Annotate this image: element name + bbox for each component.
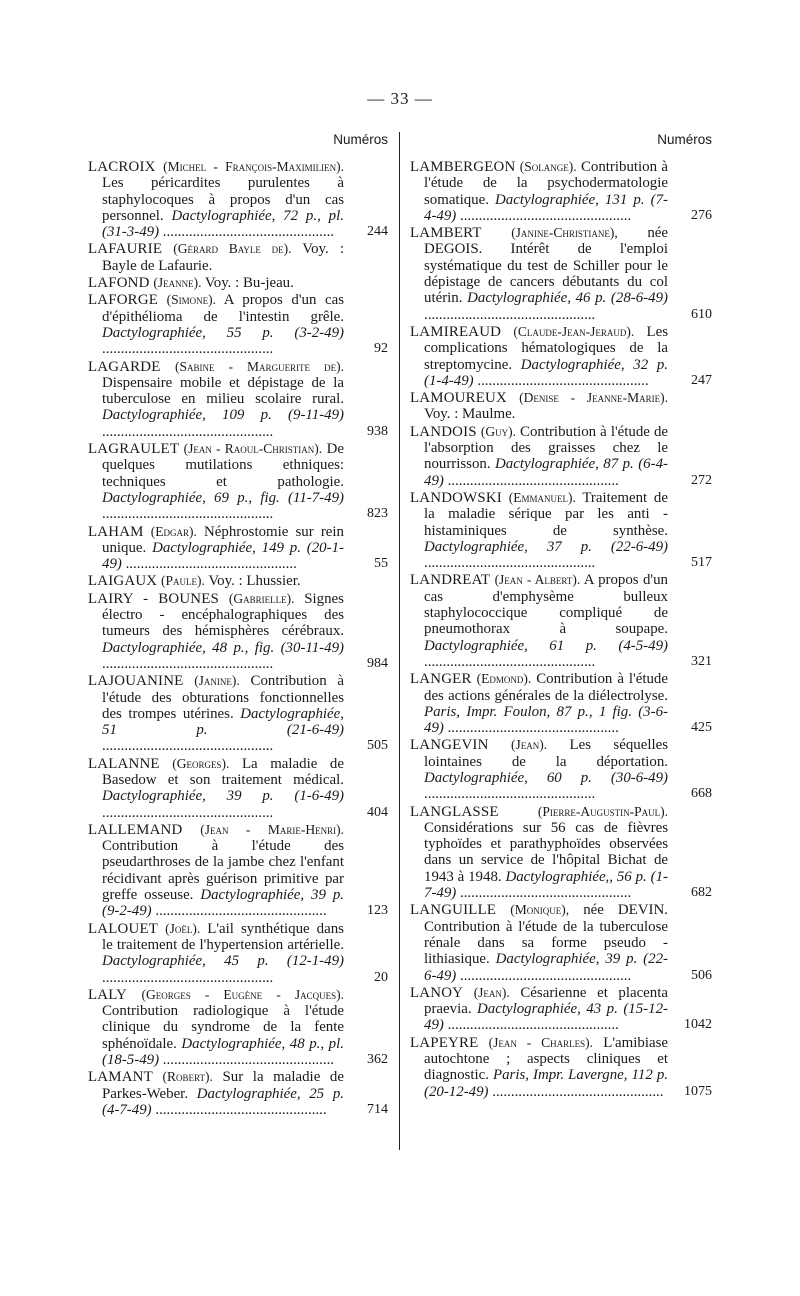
leader-dots	[474, 373, 649, 389]
publication-details: Dactylographiée, 46 p. (28-6-49)	[467, 290, 668, 307]
entry-number: 505	[367, 738, 388, 754]
leader-dots	[102, 805, 273, 821]
thesis-title: Voy. : Bu-jeau.	[204, 275, 294, 292]
thesis-title: Voy. : Bayle de Lafaurie.	[102, 241, 344, 274]
thesis-title: De quelques mutilations ethniques: techniques et pathologie.	[102, 441, 344, 490]
bibliography-entry	[88, 292, 388, 357]
thesis-title: Contribution à l'étude des obturations fonctionnelles des trompes utérines.	[102, 673, 344, 722]
author-surname: LAIGAUX	[88, 573, 158, 590]
thesis-title: A propos d'un cas d'épithélioma de l'intestin grêle.	[102, 292, 344, 325]
entry-body	[410, 572, 668, 670]
author-surname: LALLEMAND	[88, 821, 183, 838]
author-given-names: (Gérard Bayle de).	[173, 241, 292, 257]
author-given-names: (Sabine - Marguerite de).	[174, 358, 344, 374]
author-surname: LAHAM	[88, 523, 144, 540]
author-given-names: (Joël).	[165, 920, 201, 936]
publication-details: Dactylographiée, 39 p. (22-6-49)	[424, 951, 668, 984]
column-divider	[399, 132, 400, 1150]
author-given-names: (Gabrielle).	[228, 590, 295, 606]
author-surname: LAJOUANINE	[88, 673, 184, 690]
bibliography-entry	[410, 671, 712, 736]
leader-dots	[444, 1017, 619, 1033]
thesis-title: Contribution à l'étude de la psychodermatologie somatique.	[424, 159, 668, 208]
author-surname: LAGRAULET	[88, 441, 180, 458]
author-surname: LANOY	[410, 984, 464, 1001]
leader-dots	[102, 506, 273, 522]
entry-body	[88, 921, 344, 986]
bibliography-entry	[410, 490, 712, 571]
author-surname: LALOUET	[88, 920, 159, 937]
author-surname: LANDREAT	[410, 572, 491, 589]
entry-number: 321	[691, 653, 712, 669]
thesis-title: Contribution à l'étude de l'absorption des graisses chez le nourrisson.	[424, 423, 668, 473]
author-given-names: (Solange).	[519, 159, 577, 174]
entry-number: 610	[691, 306, 712, 322]
author-given-names: (Guy).	[480, 423, 516, 439]
publication-details: Dactylographiée, 131 p. (7-4-49)	[424, 191, 668, 224]
author-surname: LANGUILLE	[410, 902, 497, 919]
author-surname: LAFOND	[88, 275, 150, 292]
thesis-title: La maladie de Basedow et son traitement médical.	[102, 755, 344, 788]
entry-number: 55	[374, 556, 388, 572]
bibliography-entry	[410, 324, 712, 389]
entry-body	[88, 292, 344, 357]
entry-body	[88, 359, 344, 440]
entry-body	[88, 524, 344, 573]
leader-dots	[102, 970, 273, 986]
entry-body	[88, 987, 344, 1068]
entry-number: 247	[691, 372, 712, 388]
right-column	[410, 132, 712, 1142]
author-surname: LANDOWSKI	[410, 489, 502, 506]
bibliography-entry	[88, 241, 388, 274]
entry-number: 517	[691, 555, 712, 571]
bibliography-entry	[410, 424, 712, 489]
leader-dots	[159, 1052, 334, 1068]
author-given-names: (Jean - Raoul-Christian).	[183, 441, 323, 457]
entry-body	[410, 804, 668, 902]
thesis-title: A propos d'un cas d'emphysème bulleux staphylococcique compliqué de pneumothorax à soupape.	[424, 572, 668, 638]
thesis-title: née DEGOIS. Intérêt de l'emploi systématique du test de Schiller pour le dépistage de cancers débutants du col utérin.	[424, 225, 668, 307]
publication-details: Dactylographiée, 55 p. (3-2-49)	[102, 324, 344, 341]
entry-number: 506	[691, 967, 712, 983]
author-surname: LAGARDE	[88, 358, 161, 375]
leader-dots	[152, 1102, 327, 1118]
publication-details: Dactylographiée, 48 p., fig. (30-11-49)	[102, 639, 344, 656]
author-surname: LAMIREAUD	[410, 323, 502, 340]
entry-number: 823	[367, 506, 388, 522]
author-given-names: (Simone).	[166, 292, 217, 308]
entry-body	[88, 241, 344, 274]
leader-dots	[102, 738, 273, 754]
entry-body	[410, 1035, 668, 1100]
author-surname: LACROIX	[88, 159, 156, 175]
entry-body	[88, 159, 344, 240]
author-given-names: (Janine-Christiane),	[511, 225, 618, 241]
leader-dots	[424, 307, 595, 323]
entry-body	[410, 490, 668, 571]
entry-number: 668	[691, 786, 712, 802]
bibliography-entry	[88, 1069, 388, 1118]
publication-details: Dactylographiée, 32 p. (1-4-49)	[424, 356, 668, 389]
entry-body	[410, 324, 668, 389]
thesis-title: Voy. : Lhussier.	[208, 573, 301, 590]
bibliography-entry	[410, 390, 712, 423]
bibliography-entry	[88, 921, 388, 986]
publication-details: Dactylographiée, 60 p. (30-6-49)	[424, 769, 668, 786]
entry-body	[88, 441, 344, 522]
publication-details: Dactylographiée, 72 p., pl. (31-3-49)	[102, 207, 344, 241]
author-surname: LAMOUREUX	[410, 390, 507, 407]
thesis-title: L'ail synthétique dans le traitement de l'hypertension artérielle.	[102, 920, 344, 953]
thesis-title: Les complications hématologiques de la streptomycine.	[424, 323, 668, 373]
thesis-title: L'amibiase autochtone ; aspects cliniques et diagnostic.	[424, 1034, 668, 1084]
left-column	[88, 132, 388, 1142]
page-number: — 33 —	[367, 89, 433, 108]
author-given-names: (Jean - Charles).	[488, 1034, 594, 1050]
entry-number: 714	[367, 1101, 388, 1117]
thesis-title: Sur la maladie de Parkes-Weber.	[102, 1069, 344, 1102]
author-given-names: (Georges).	[172, 755, 230, 771]
author-surname: LAMBERGEON	[410, 159, 516, 175]
thesis-title: Signes électro - encéphalographiques des tumeurs des hémisphères cérébraux.	[102, 590, 344, 640]
bibliography-entry	[88, 822, 388, 920]
author-surname: LAPEYRE	[410, 1034, 479, 1051]
author-surname: LANGLASSE	[410, 803, 499, 820]
leader-dots	[444, 720, 619, 736]
bibliography-entry	[410, 1035, 712, 1100]
author-surname: LALANNE	[88, 755, 160, 772]
entry-body	[88, 1069, 344, 1118]
entry-body	[410, 671, 668, 736]
author-given-names: (Paule).	[160, 573, 205, 589]
entry-number: 1075	[684, 1083, 712, 1099]
entry-body	[88, 822, 344, 920]
entry-body	[410, 390, 668, 423]
entry-body	[410, 424, 668, 489]
leader-dots	[152, 903, 327, 919]
numeros-header-right: Numéros	[657, 132, 712, 147]
author-given-names: (Jean).	[473, 984, 510, 1000]
author-surname: LALY	[88, 986, 128, 1003]
entry-body	[88, 275, 344, 291]
author-given-names: (Denise - Jeanne-Marie).	[519, 390, 668, 406]
publication-details: Dactylographiée, 87 p. (6-4-49)	[424, 456, 668, 489]
entry-number: 272	[691, 472, 712, 488]
publication-details: Dactylographiée, 149 p. (20-1-49)	[102, 539, 344, 573]
entry-number: 276	[691, 207, 712, 223]
leader-dots	[102, 656, 273, 672]
thesis-title: Les séquelles lointaines de la déportation.	[424, 737, 668, 770]
bibliography-entry	[410, 225, 712, 323]
leader-dots	[424, 786, 595, 802]
entry-body	[410, 225, 668, 323]
bibliography-entry	[410, 804, 712, 902]
thesis-title: Césarienne et placenta praevia.	[424, 984, 668, 1018]
thesis-title: Contribution radiologique à l'étude clinique du syndrome de la fente sphénoïdale.	[102, 1003, 344, 1052]
publication-details: Dactylographiée,, 56 p. (1-7-49)	[424, 868, 668, 902]
author-surname: LAFORGE	[88, 292, 159, 309]
entry-body	[410, 902, 668, 983]
bibliography-entry	[410, 159, 712, 224]
publication-details: Dactylographiée, 109 p. (9-11-49)	[102, 407, 344, 424]
author-surname: LAFAURIE	[88, 241, 163, 258]
author-given-names: (Jean).	[510, 737, 548, 753]
leader-dots	[456, 968, 631, 984]
leader-dots	[122, 556, 297, 572]
author-given-names: (Claude-Jean-Jeraud).	[513, 323, 635, 339]
author-surname: LANDOIS	[410, 423, 477, 440]
entry-number: 20	[374, 969, 388, 985]
bibliography-entry	[410, 985, 712, 1034]
entry-number: 362	[367, 1052, 388, 1068]
leader-dots	[444, 473, 619, 489]
publication-details: Paris, Impr. Foulon, 87 p., 1 fig. (3-6-49)	[424, 703, 668, 737]
author-given-names: (Janine).	[194, 673, 240, 689]
publication-details: Dactylographiée, 39 p. (9-2-49)	[102, 887, 344, 920]
bibliography-entry	[88, 573, 388, 589]
author-given-names: (Monique),	[510, 902, 570, 918]
thesis-title: Contribution à l'étude des pseudarthroses de la jambe chez l'enfant récidivant après guérison primitive par greffe osseuse.	[102, 838, 344, 904]
author-given-names: (Jeanne).	[153, 275, 202, 291]
publication-details: Dactylographiée, 45 p. (12-1-49)	[102, 953, 344, 970]
entry-number: 1042	[684, 1017, 712, 1033]
author-given-names: (Pierre-Augustin-Paul).	[537, 803, 668, 819]
leader-dots	[424, 654, 595, 670]
author-surname: LAMBERT	[410, 225, 482, 242]
author-surname: LANGEVIN	[410, 737, 489, 754]
bibliography-entry	[88, 673, 388, 754]
leader-dots	[102, 341, 273, 357]
entry-body	[88, 573, 344, 589]
entry-body	[88, 756, 344, 821]
numeros-header-left: Numéros	[333, 132, 388, 147]
bibliography-entry	[88, 756, 388, 821]
author-given-names: (Edmond).	[476, 671, 532, 687]
publication-details: Paris, Impr. Lavergne, 112 p. (20-12-49)	[424, 1067, 668, 1100]
bibliography-entry	[410, 572, 712, 670]
thesis-title: Traitement de la maladie sérique par les anti - histaminiques de synthèse.	[424, 489, 668, 539]
entry-body	[410, 985, 668, 1034]
publication-details: Dactylographiée, 37 p. (22-6-49)	[424, 538, 668, 555]
leader-dots	[456, 885, 631, 901]
author-given-names: (Edgar).	[150, 523, 197, 539]
author-given-names: (Michel - François-Maximilien).	[163, 159, 344, 174]
entry-number: 92	[374, 341, 388, 357]
leader-dots	[159, 224, 334, 240]
entry-number: 984	[367, 655, 388, 671]
publication-details: Dactylographiée, 25 p. (4-7-49)	[102, 1085, 344, 1118]
bibliography-entry	[410, 737, 712, 802]
leader-dots	[456, 208, 631, 224]
entry-body	[410, 737, 668, 802]
leader-dots	[489, 1084, 664, 1100]
bibliography-entry	[88, 159, 388, 240]
entry-number: 938	[367, 423, 388, 439]
author-given-names: (Robert).	[162, 1069, 213, 1085]
publication-details: Dactylographiée, 61 p. (4-5-49)	[424, 637, 668, 654]
entry-body	[410, 159, 668, 224]
thesis-title: Les péricardites purulentes à staphylocoques à propos d'un cas personnel.	[102, 175, 344, 224]
thesis-title: Néphrostomie sur rein unique.	[102, 523, 344, 556]
thesis-title: Voy. : Maulme.	[424, 406, 516, 423]
bibliography-entry	[88, 441, 388, 522]
entry-number: 682	[691, 885, 712, 901]
author-surname: LAMANT	[88, 1069, 153, 1086]
publication-details: Dactylographiée, 39 p. (1-6-49)	[102, 788, 344, 805]
thesis-title: Contribution à l'étude des actions générales de la diélectrolyse.	[424, 671, 668, 704]
publication-details: Dactylographiée, 51 p. (21-6-49)	[102, 705, 344, 739]
author-surname: LANGER	[410, 671, 472, 688]
author-given-names: (Georges - Eugène - Jacques).	[141, 986, 344, 1002]
bibliography-entry	[88, 524, 388, 573]
author-given-names: (Jean - Marie-Henri).	[200, 821, 344, 837]
entry-number: 123	[367, 903, 388, 919]
thesis-title: Considérations sur 56 cas de fièvres typhoïdes et parathyphoïdes observées dans un service de l'hôpital Bichat de 1943 à 1948.	[424, 819, 668, 885]
author-given-names: (Jean - Albert).	[494, 572, 581, 588]
entry-number: 425	[691, 720, 712, 736]
bibliography-entry	[88, 275, 388, 291]
entry-body	[88, 673, 344, 754]
author-surname: LAIRY - BOUNES	[88, 590, 220, 607]
entry-body	[88, 591, 344, 672]
entry-number: 244	[367, 224, 388, 240]
entry-number: 404	[367, 804, 388, 820]
leader-dots	[424, 555, 595, 571]
bibliography-entry	[88, 591, 388, 672]
bibliography-entry	[410, 902, 712, 983]
thesis-title: née DEVIN. Contribution à l'étude de la tuberculose rénale dans sa forme pseudo - lithiasique.	[424, 902, 668, 968]
right-entries	[410, 159, 712, 1100]
leader-dots	[102, 424, 273, 440]
left-entries	[88, 159, 388, 1118]
publication-details: Dactylographiée, 69 p., fig. (11-7-49)	[102, 489, 344, 506]
author-given-names: (Emmanuel).	[508, 489, 576, 505]
publication-details: Dactylographiée, 43 p. (15-12-49)	[424, 1001, 668, 1034]
publication-details: Dactylographiée, 48 p., pl. (18-5-49)	[102, 1035, 344, 1069]
thesis-title: Dispensaire mobile et dépistage de la tuberculose en milieu scolaire rural.	[102, 374, 344, 408]
bibliography-entry	[88, 987, 388, 1068]
bibliography-entry	[88, 359, 388, 440]
